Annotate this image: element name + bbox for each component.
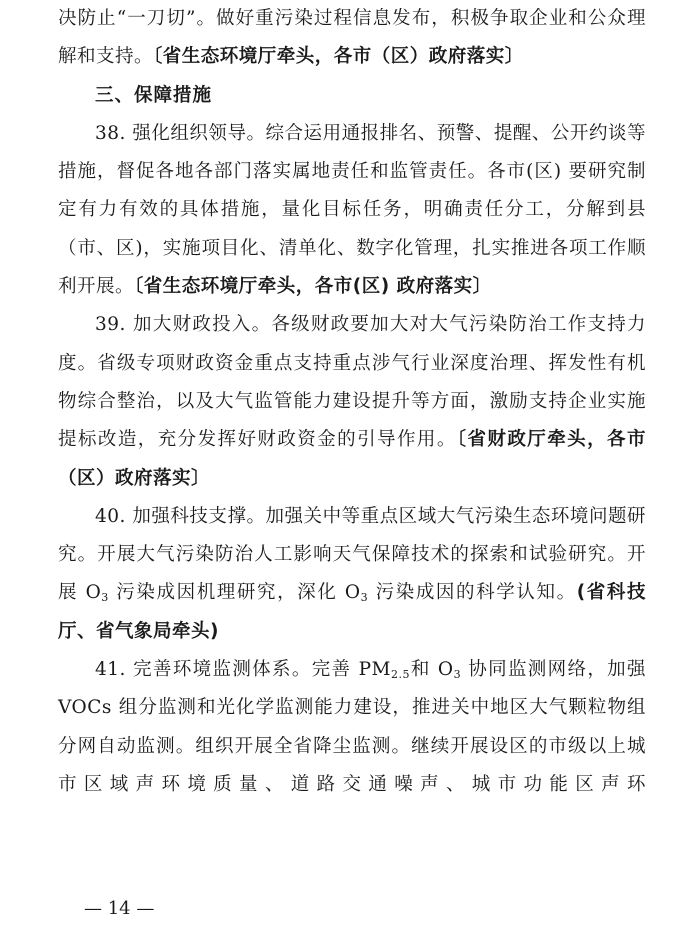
paragraph-41	[58, 651, 646, 804]
paragraph-text: 41. 完善环境监测体系。完善 PM	[95, 659, 391, 681]
section-heading: 三、保障措施	[95, 84, 213, 106]
subscript: 3	[453, 668, 462, 682]
paragraph-text: 38. 强化组织领导。综合运用通报排名、预警、提醒、公开约谈等措施，督促各地各部门落实属地责任和监管责任。各市(区) 要研究制定有力有效的具体措施，量化目标任务，明确责任分工，分解到县（市、区)，实施项目化、清单化、数字化管理，扎实推进各项工作顺利开展。	[58, 122, 646, 298]
page-number: — 14 —	[84, 898, 155, 919]
paragraph-38	[58, 115, 646, 306]
document-page	[58, 0, 646, 804]
responsibility-note: 〔省生态环境厅牵头，各市(区) 政府落实〕	[134, 276, 492, 298]
paragraph-text: 污染成因机理研究，深化 O	[108, 582, 361, 604]
paragraph-text: 协同监测网络，加强 VOCs 组分监测和光化学监测能力建设，推进关中地区大气颗粒物组分网自动监测。组织开展全省降尘监测。继续开展设区的市级以上城市区域声环境质量、道路交通噪声、城市功能区声环	[58, 659, 646, 795]
subscript: 3	[101, 591, 109, 605]
responsibility-note: 〔省生态环境厅牵头，各市（区）政府落实〕	[153, 46, 524, 68]
paragraph-text: 和 O	[409, 659, 454, 681]
paragraph-text: 39. 加大财政投入。各级财政要加大对大气污染防治工作支持力度。省级专项财政资金重点支持重点涉气行业深度治理、挥发性有机物综合整治，以及大气监管能力建设提升等方面，激励支持企业实施提标改造，充分发挥好财政资金的引导作用。	[58, 314, 646, 451]
paragraph-40	[58, 498, 646, 651]
paragraph-text: 决防止“一刀切”。做好重污染过程信息发布，积极争取企业和公众理解和支持。	[58, 8, 646, 68]
responsibility-note: (省科技厅、省气象局牵头)	[58, 582, 646, 642]
subscript: 2.5	[390, 668, 410, 682]
responsibility-note: 〔省财政厅牵头，各市（区）政府落实〕	[58, 429, 646, 489]
paragraph-continuation	[58, 0, 646, 77]
paragraph-text: 污染成因的科学认知。	[368, 582, 577, 604]
paragraph-text: 40. 加强科技支撑。加强关中等重点区域大气污染生态环境问题研究。开展大气污染防治人工影响天气保障技术的探索和试验研究。开展 O	[58, 505, 646, 604]
subscript: 3	[360, 591, 369, 605]
paragraph-39	[58, 306, 646, 497]
